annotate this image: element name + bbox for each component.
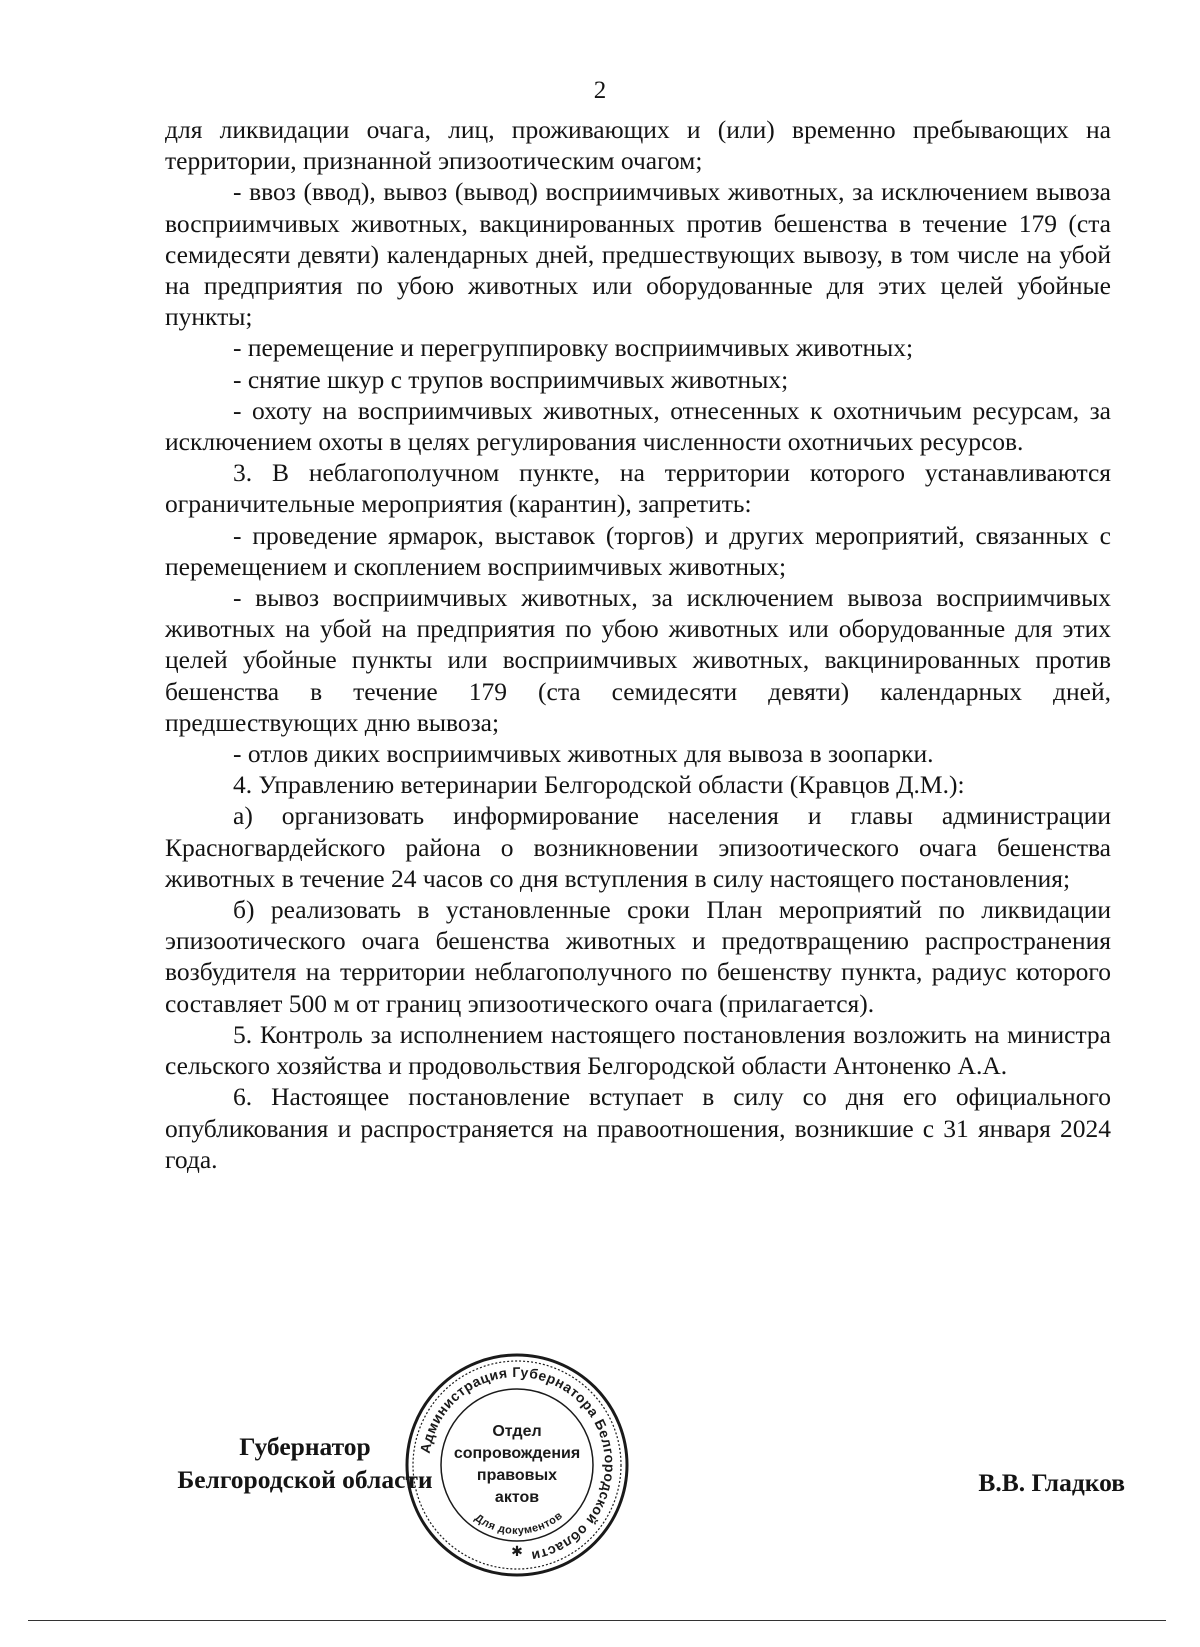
paragraph: 5. Контроль за исполнением настоящего постановления возложить на министра сельского хозяйства и продовольствия Белгородской области Антоненко А.А. <box>165 1019 1111 1081</box>
paragraph: - вывоз восприимчивых животных, за исключением вывоза восприимчивых животных на убой на предприятия по убою животных или оборудованные для этих целей убойные пункты или восприимчивых животных, вакцинированных против бешенства в течение 179 (ста семидесяти девяти) календарных дней, предшествующих дню вывоза; <box>165 583 1111 737</box>
paragraph: - проведение ярмарок, выставок (торгов) и других мероприятий, связанных с перемещением и скоплением восприимчивых животных; <box>165 520 1111 581</box>
bottom-rule <box>28 1620 1166 1621</box>
paragraph: 3. В неблагополучном пункте, на территории которого устанавливаются ограничительные мероприятия (карантин), запретить: <box>165 458 1111 519</box>
paragraph: б) реализовать в установленные сроки План мероприятий по ликвидации эпизоотического очага бешенства животных и предотвращению распространения возбудителя на территории неблагополучного по бешенству пункта, радиус которого составляет 500 м от границ эпизоотического очага (прилагается). <box>165 895 1111 1018</box>
paragraph: - отлов диких восприимчивых животных для вывоза в зоопарки. <box>233 739 934 769</box>
stamp-ring-text: Администрация Губернатора Белгородской области <box>416 1363 619 1565</box>
paragraph: 4. Управлению ветеринарии Белгородской области (Кравцов Д.М.): <box>233 770 965 800</box>
page-number: 2 <box>593 77 607 104</box>
paragraph: - перемещение и перегруппировку восприимчивых животных; <box>233 333 914 363</box>
paragraph: - ввоз (ввод), вывоз (вывод) восприимчивых животных, за исключением вывоза восприимчивых животных, вакцинированных против бешенства в течение 179 (ста семидесяти девяти) календарных дней, предшествующих вывозу, в том числе на убой на предприятия по убою животных или оборудованные для этих целей убойные пункты; <box>165 177 1111 332</box>
signatory-title-line2: Белгородской области <box>177 1465 433 1494</box>
stamp-center-line3: правовых <box>476 1467 558 1484</box>
signatory-name: В.В. Гладков <box>978 1468 1125 1497</box>
stamp-center-line1: Отдел <box>492 1423 542 1440</box>
stamp-center-line4: актов <box>494 1489 540 1506</box>
stamp-lower-text: Для документов <box>472 1509 566 1538</box>
signatory-title-line1: Губернатор <box>239 1432 371 1461</box>
stamp-star-icon: ✱ <box>511 1545 523 1560</box>
paragraph: а) организовать информирование населения и главы администрации Красногвардейского района о возникновении эпизоотического очага бешенства животных в течение 24 часов со дня вступления в силу настоящего постановления; <box>165 801 1111 893</box>
paragraph: для ликвидации очага, лиц, проживающих и (или) временно пребывающих на территории, признанной эпизоотическим очагом; <box>165 115 1111 176</box>
paragraph: 6. Настоящее постановление вступает в силу со дня его официального опубликования и распространяется на правоотношения, возникшие с 31 января 2024 года. <box>165 1082 1111 1174</box>
official-stamp <box>402 1350 632 1580</box>
paragraph: - охоту на восприимчивых животных, отнесенных к охотничьим ресурсам, за исключением охоты в целях регулирования численности охотничьих ресурсов. <box>165 395 1111 457</box>
document-body <box>165 114 1111 1175</box>
signatory-title <box>175 1430 435 1496</box>
paragraph: - снятие шкур с трупов восприимчивых животных; <box>233 364 789 394</box>
stamp-center-line2: сопровождения <box>453 1445 581 1462</box>
